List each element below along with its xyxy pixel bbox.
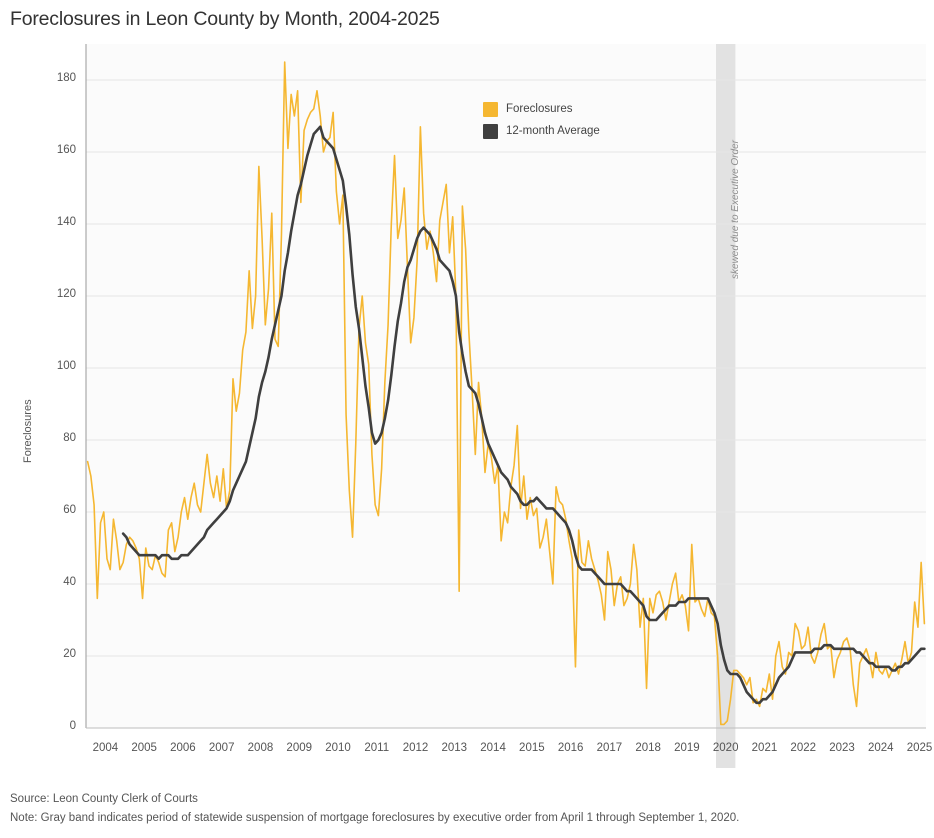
y-axis-label-text: Foreclosures (22, 399, 34, 463)
y-tick-label: 140 (56, 216, 76, 228)
y-tick-label: 40 (63, 576, 76, 588)
y-tick-label: 120 (56, 288, 76, 300)
x-tick-label: 2021 (751, 742, 778, 754)
source-note: Source: Leon County Clerk of Courts (10, 793, 198, 805)
x-tick-label: 2019 (674, 742, 700, 754)
x-tick-label: 2008 (247, 742, 274, 754)
x-tick-label: 2024 (867, 742, 894, 754)
x-tick-label: 2006 (170, 742, 196, 754)
x-tick-label: 2015 (519, 742, 545, 754)
y-tick-label: 160 (56, 144, 76, 156)
x-tick-label: 2004 (92, 742, 119, 754)
y-axis-label (0, 248, 34, 463)
legend-swatch-foreclosures (483, 102, 498, 117)
x-tick-label: 2022 (790, 742, 817, 754)
y-tick-label: 100 (56, 360, 76, 372)
chart-legend (483, 100, 600, 144)
legend-label-foreclosures: Foreclosures (506, 103, 573, 115)
x-tick-label: 2020 (712, 742, 739, 754)
y-tick-label: 80 (63, 432, 76, 444)
y-tick-label: 180 (56, 72, 76, 84)
legend-item-average (483, 122, 600, 140)
legend-item-foreclosures (483, 100, 600, 118)
legend-swatch-average (483, 124, 498, 139)
y-tick-label: 20 (63, 648, 76, 660)
executive-order-band-label: skewed due to Executive Order (729, 140, 741, 279)
legend-label-average: 12-month Average (506, 125, 600, 137)
x-tick-label: 2014 (480, 742, 506, 754)
x-tick-label: 2013 (441, 742, 468, 754)
x-tick-label: 2016 (557, 742, 584, 754)
x-tick-label: 2012 (402, 742, 429, 754)
page-title: Foreclosures in Leon County by Month, 2004-2025 (10, 8, 440, 30)
y-tick-label: 0 (69, 720, 76, 732)
x-tick-label: 2023 (829, 742, 855, 754)
x-tick-label: 2005 (131, 742, 157, 754)
x-tick-label: 2010 (325, 742, 351, 754)
chart-footnotes (10, 790, 739, 828)
x-tick-label: 2011 (364, 742, 390, 754)
x-tick-label: 2017 (596, 742, 623, 754)
y-tick-label: 60 (63, 504, 76, 516)
chart-area (0, 38, 934, 768)
x-tick-label: 2007 (208, 742, 235, 754)
x-tick-label: 2018 (635, 742, 661, 754)
band-note: Note: Gray band indicates period of statewide suspension of mortgage foreclosures by executive order from April 1 through September 1, 2020. (10, 812, 740, 824)
x-tick-label: 2009 (286, 742, 313, 754)
x-tick-label: 2025 (906, 742, 933, 754)
chart-svg (0, 38, 934, 768)
